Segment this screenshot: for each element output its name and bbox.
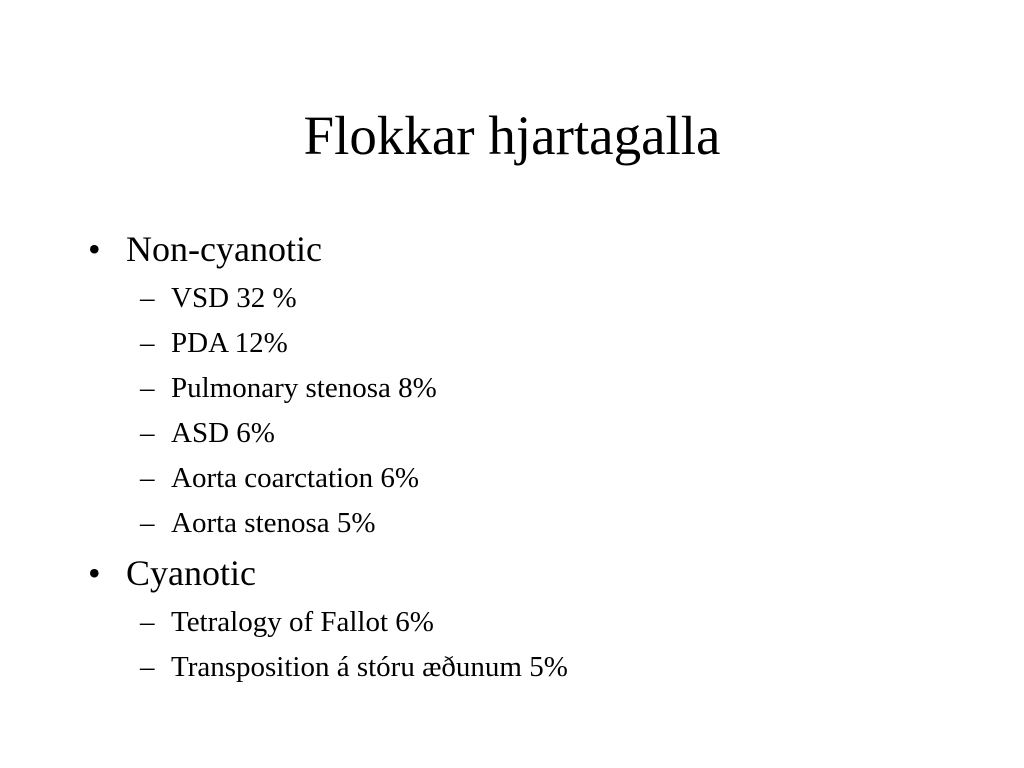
dash-marker: –	[140, 606, 155, 638]
sub-bullet-text: VSD 32 %	[171, 282, 297, 314]
sub-bullet-text: Transposition á stóru æðunum 5%	[171, 651, 568, 683]
sub-bullet-item	[88, 276, 968, 321]
sub-bullet-item	[88, 645, 968, 690]
bullet-label: Non-cyanotic	[126, 229, 322, 269]
sub-bullet-item	[88, 501, 968, 546]
sub-bullet-text: Aorta stenosa 5%	[171, 507, 376, 539]
dash-marker: –	[140, 462, 155, 494]
dash-marker: –	[140, 507, 155, 539]
sub-bullet-text: ASD 6%	[171, 417, 275, 449]
dash-marker: –	[140, 651, 155, 683]
bullet-item-non-cyanotic	[88, 222, 968, 276]
sub-bullet-item	[88, 321, 968, 366]
slide-title: Flokkar hjartagalla	[303, 105, 721, 166]
sub-bullet-item	[88, 366, 968, 411]
bullet-list	[88, 222, 968, 690]
bullet-label: Cyanotic	[126, 553, 256, 593]
sub-bullet-item	[88, 411, 968, 456]
sub-bullet-text: PDA 12%	[171, 327, 288, 359]
dash-marker: –	[140, 417, 155, 449]
sub-bullet-text: Pulmonary stenosa 8%	[171, 372, 437, 404]
sub-bullet-item	[88, 456, 968, 501]
sub-bullet-text: Tetralogy of Fallot 6%	[171, 606, 434, 638]
bullet-marker: •	[88, 229, 101, 269]
bullet-marker: •	[88, 553, 101, 593]
dash-marker: –	[140, 327, 155, 359]
sub-bullet-text: Aorta coarctation 6%	[171, 462, 420, 494]
sub-bullet-item	[88, 600, 968, 645]
bullet-item-cyanotic	[88, 546, 968, 600]
dash-marker: –	[140, 282, 155, 314]
dash-marker: –	[140, 372, 155, 404]
